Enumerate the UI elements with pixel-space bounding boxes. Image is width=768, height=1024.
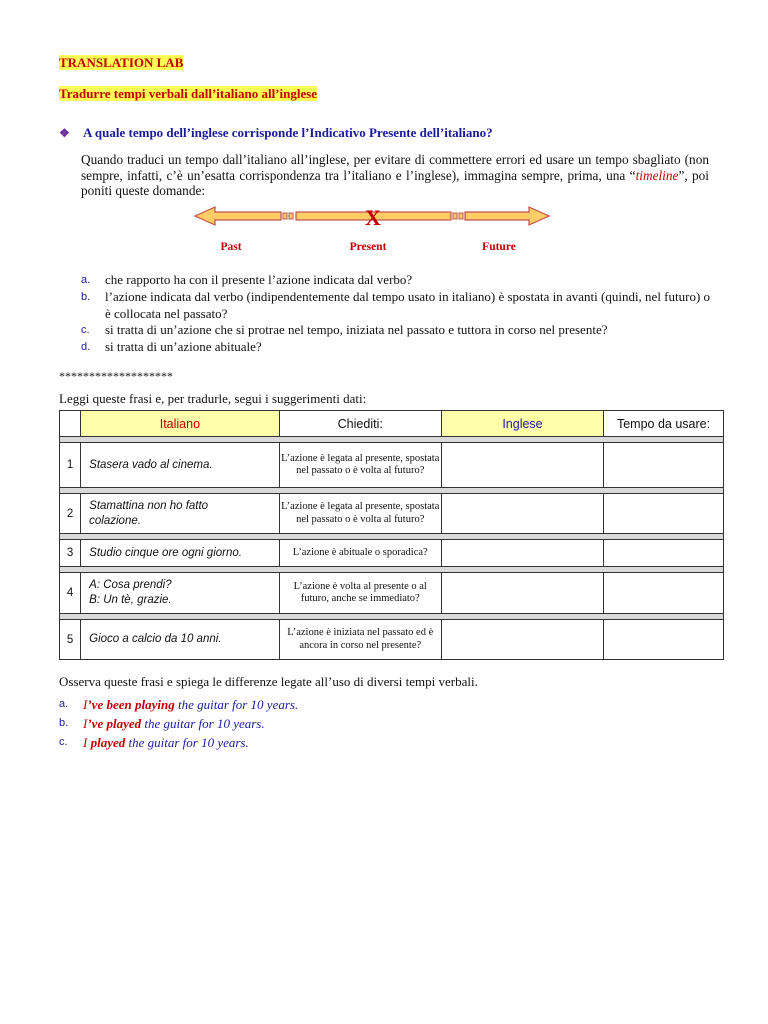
header-tempo: Tempo da usare: <box>604 411 724 437</box>
question-heading <box>59 125 493 141</box>
answer-tempo-cell[interactable] <box>604 620 724 660</box>
answer-inglese-cell[interactable] <box>441 573 603 614</box>
answer-tempo-cell[interactable] <box>604 443 724 488</box>
question-text: A quale tempo dell’inglese corrisponde l’Indicativo Presente dell’italiano? <box>83 125 493 140</box>
list-item: d. si tratta di un’azione abituale? <box>81 339 262 355</box>
table-row: 5 Gioco a calcio da 10 anni. L’azione è iniziata nel passato ed è ancora in corso nel presente? <box>60 620 724 660</box>
intro-paragraph: Quando traduci un tempo dall’italiano all’inglese, per evitare di commettere errori ed usare un tempo sbagliato (non sempre, infatti, c’è un’esatta corrispondenza tra l’italiano e l’inglese), immagina sempre, prima, una “timeline”, poi poniti queste domande: <box>81 152 710 198</box>
answer-inglese-cell[interactable] <box>441 620 603 660</box>
table-row: 3 Studio cinque ore ogni giorno. L’azione è abituale o sporadica? <box>60 540 724 567</box>
timeline-label-past: Past <box>220 241 242 253</box>
answer-inglese-cell[interactable] <box>441 443 603 488</box>
table-row: 4 A: Cosa prendi? B: Un tè, grazie. L’azione è volta al presente o al futuro, anche se immediato? <box>60 573 724 614</box>
timeline-word: timeline <box>635 167 679 183</box>
header-italiano: Italiano <box>81 411 279 437</box>
list-item: a. che rapporto ha con il presente l’azione indicata dal verbo? <box>81 272 413 287</box>
example-sentence: c. I played the guitar for 10 years. <box>59 735 249 750</box>
present-marker-icon: X <box>365 206 381 230</box>
answer-inglese-cell[interactable] <box>441 494 603 534</box>
table-row: 1 Stasera vado al cinema. L’azione è legata al presente, spostata nel passato o è volta al futuro? <box>60 443 724 488</box>
list-item: c. si tratta di un’azione che si protrae nel tempo, iniziata nel passato e tuttora in corso nel presente? <box>81 322 608 338</box>
header-chiediti: Chiediti: <box>279 411 441 437</box>
list-item: b. l’azione indicata dal verbo (indipendentemente dal tempo usato in italiano) è spostata in avanti (quindi, nel futuro) o è collocata nel passato? <box>81 288 711 321</box>
answer-tempo-cell[interactable] <box>604 573 724 614</box>
page-title: TRANSLATION LAB <box>59 55 184 70</box>
header-inglese: Inglese <box>441 411 603 437</box>
timeline-diagram <box>193 206 553 256</box>
separator-stars: ******************* <box>59 369 173 383</box>
instruction-text: Leggi queste frasi e, per tradurle, segui i suggerimenti dati: <box>59 391 367 406</box>
example-sentence: a. I’ve been playing the guitar for 10 years. <box>59 697 299 712</box>
table-row: 2 Stamattina non ho fatto colazione. L’azione è legata al presente, spostata nel passato o è volta al futuro? <box>60 494 724 534</box>
timeline-label-future: Future <box>482 241 516 253</box>
answer-tempo-cell[interactable] <box>604 494 724 534</box>
page-subtitle: Tradurre tempi verbali dall’italiano all’inglese <box>59 86 318 101</box>
diamond-bullet-icon: ❖ <box>59 126 70 140</box>
timeline-arrow <box>193 206 553 256</box>
table-header-row <box>60 411 724 437</box>
example-sentence: b. I’ve played the guitar for 10 years. <box>59 716 265 731</box>
answer-inglese-cell[interactable] <box>441 540 603 567</box>
answer-tempo-cell[interactable] <box>604 540 724 567</box>
translation-table <box>59 410 724 660</box>
timeline-label-present: Present <box>349 241 387 253</box>
observe-instruction: Osserva queste frasi e spiega le differenze legate all’uso di diversi tempi verbali. <box>59 674 478 689</box>
questions-list <box>81 272 717 356</box>
